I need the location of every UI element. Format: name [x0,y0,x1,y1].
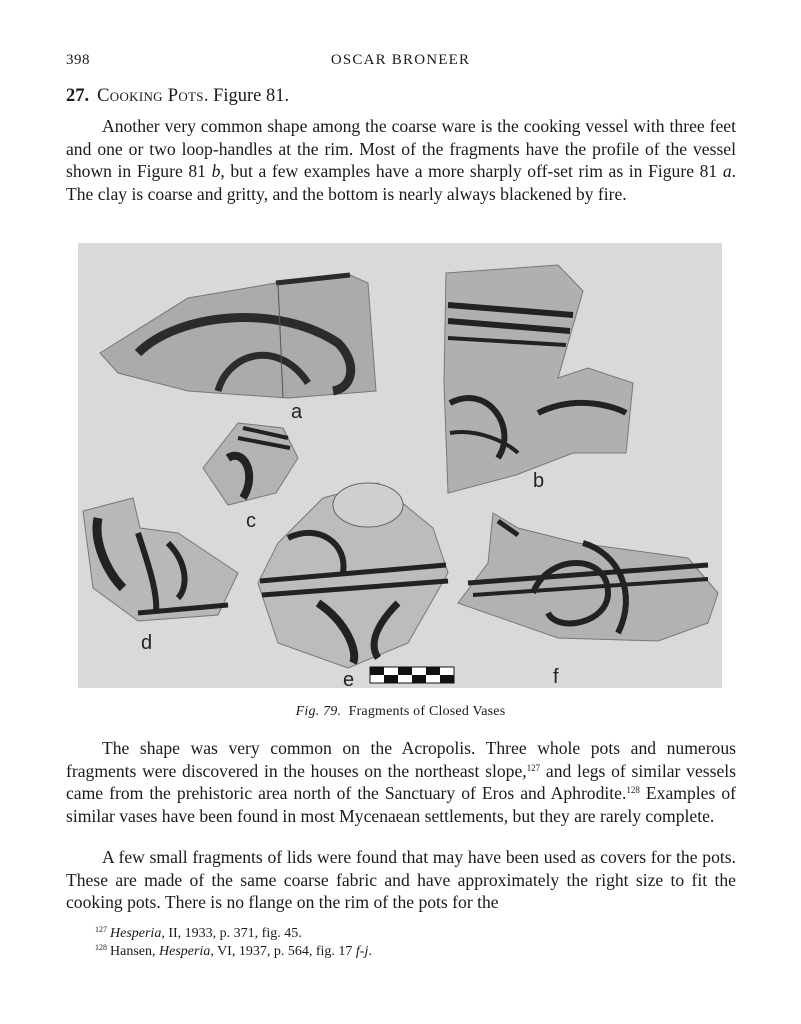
para1-text-b: , but a few examples have a more sharply off-set rim as in Figure 81 [220,161,723,181]
para1-ref-b: b [211,161,221,181]
para1-text-a: Another very common shape among the coarse ware is the cooking vessel with three feet and one or two loop-handles at the rim. Most of the fragments have the profile of the vessel shown in Figure 81 [66,116,736,181]
section-title: Cooking Pots [97,86,204,106]
para1-ref-a: a [722,161,732,181]
footnote-number: 127 [95,925,107,934]
footnote-end: . [368,944,372,959]
footnote-ref-128[interactable]: 128 [626,785,640,795]
caption-prefix: Fig. 79. [295,704,342,719]
section-number: 27. [66,86,90,106]
label-c: c [246,510,256,532]
footnotes [95,925,372,961]
para1-text-c: . The clay is coarse and gritty, and the bottom is nearly always blackened by fire. [66,161,737,204]
footnote-rest: , VI, 1937, p. 564, fig. 17 [210,944,356,959]
para2-text-c: Examples of similar vases have been found in most Mycenaean settlements, but they are rarely complete. [66,783,736,826]
footnote-rest: , II, 1933, p. 371, fig. 45. [161,926,302,941]
section-figure-ref: Figure 81. [213,86,290,106]
scale-bar [370,667,454,683]
footnote-journal: Hesperia [110,926,162,941]
footnote-127 [95,925,372,943]
footnote-128 [95,943,372,961]
label-a: a [291,401,303,423]
figure-photo [78,243,722,688]
footnote-journal: Hesperia [159,944,211,959]
label-b: b [533,470,545,492]
footnote-author: Hansen, [110,944,159,959]
paragraph-acropolis [66,737,736,827]
footnote-ref-127[interactable]: 127 [526,762,541,773]
footnote-number: 128 [95,943,107,952]
footnote-fig-range: f-j [355,944,369,959]
para3-text: A few small fragments of lids were found that may have been used as covers for the pots. These are made of the same coarse fabric and have approximately the right size to fit the cooking pots. There is no flange on the rim of the pots for the [66,847,736,912]
para2-text-b: and legs of similar vessels came from the prehistoric area north of the Sanctuary of Eros and Aphrodite. [66,760,736,803]
figure-caption [0,704,801,720]
paragraph-lids [66,846,736,914]
paragraph-intro [66,115,736,205]
label-f: f [553,666,559,688]
section-heading: 27. Cooking Pots. Figure 81. [66,86,290,106]
para2-text-a: The shape was very common on the Acropolis. Three whole pots and numerous fragments were discovered in the houses on the northeast slope, [66,738,736,781]
running-head [66,52,735,72]
running-head-author: OSCAR BRONEER [330,52,471,68]
caption-text: Fragments of Closed Vases [348,704,506,719]
page-number: 398 [66,52,90,68]
label-d: d [141,632,153,654]
label-e: e [343,669,355,688]
